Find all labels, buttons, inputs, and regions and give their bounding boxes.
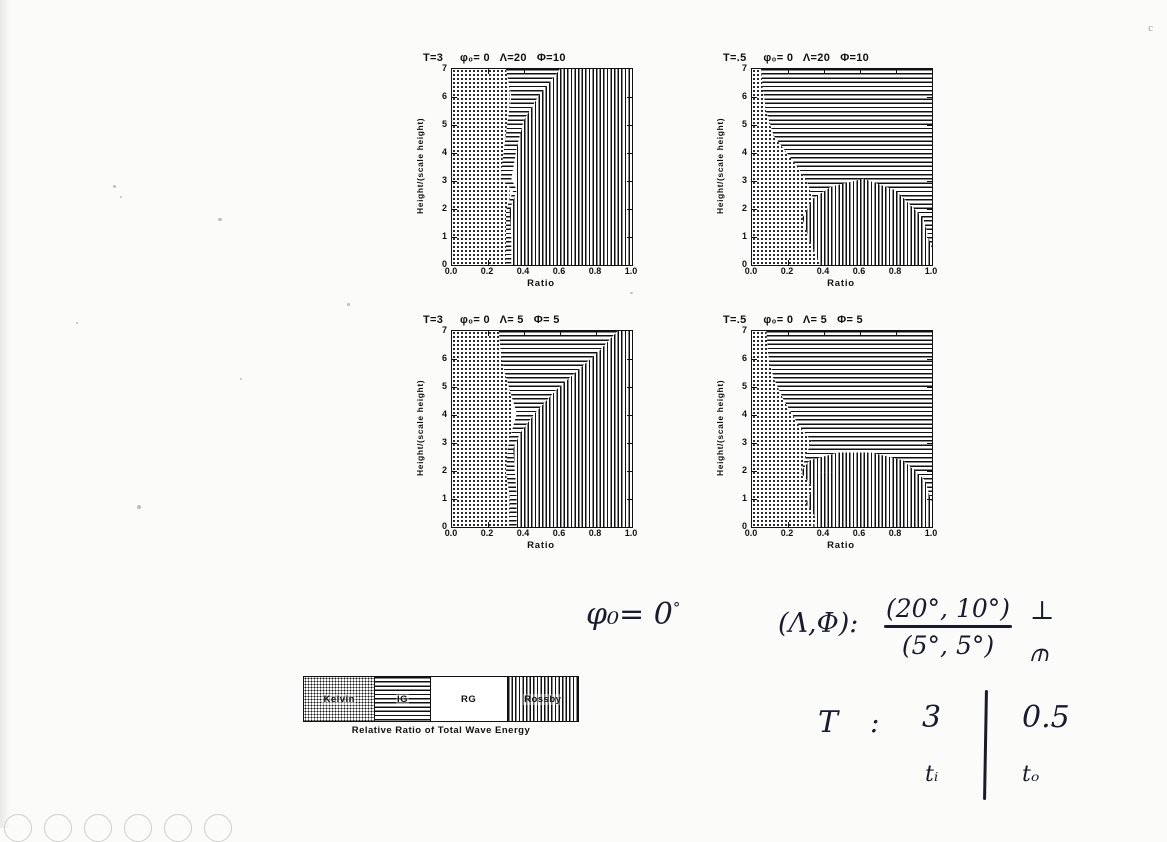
panel-title-phi: Φ=10 [840,52,870,64]
legend-caption: Relative Ratio of Total Wave Energy [351,725,531,736]
handwritten-t-right-subscript: tₒ [1022,762,1040,787]
panel-title-phi0: φ₀= 0 [459,314,490,326]
plot-area [451,330,633,528]
panel-title-lambda: Λ=20 [802,52,831,64]
series-kelvin-area [452,69,510,265]
figure-legend [303,676,579,736]
handwritten-degree-symbol: ° [672,599,681,617]
scan-speck [76,322,78,324]
x-axis-label: Ratio [527,278,555,289]
plot-area [751,68,933,266]
handwritten-T-left-value: 3 [922,700,942,735]
legend-label-rg: RG [460,693,477,705]
corner-mark: c [1148,22,1153,34]
y-axis-label: Height/(scale height) [715,117,725,215]
plot-area [451,68,633,266]
x-axis-ticks: 0.0 0.2 0.4 0.6 0.8 1.0 [744,528,938,538]
legend-segment-kelvin [304,677,375,721]
figure-panel-grid [415,52,1075,562]
handwritten-right-bottom-symbol: ⫙ [1030,638,1049,668]
legend-label-kelvin: Kelvin [323,693,355,705]
scan-speck [240,378,242,380]
handwritten-phi0-value: 0 [653,597,673,632]
x-axis-ticks: 0.0 0.2 0.4 0.6 0.8 1.0 [444,528,638,538]
legend-label-ig: IG [397,693,409,705]
panel-title-T: T=3 [423,52,444,64]
panel-title-T: T=.5 [723,314,747,326]
y-axis-ticks: 0 1 2 3 4 5 6 7 [741,325,747,531]
panel-title-T: T=3 [423,314,444,326]
handwritten-divider-stroke [983,690,988,800]
panel-title-phi0: φ₀= 0 [763,52,794,64]
handwritten-T-right-value: 0.5 [1022,700,1070,735]
x-axis-ticks: 0.0 0.2 0.4 0.6 0.8 1.0 [744,266,938,276]
handwritten-t-left-subscript: tᵢ [925,762,939,787]
page-edge [0,0,10,828]
y-axis-label: Height/(scale height) [715,379,725,477]
handwritten-fraction [878,594,1018,660]
panel-title-lambda: Λ=20 [499,52,527,64]
panel-title-phi: Φ=10 [536,52,566,64]
scan-speck [120,196,122,198]
handwritten-fraction-numerator: (20°, 10°) [885,594,1011,623]
y-axis-label: Height/(scale height) [415,379,425,477]
scan-speck [347,303,350,306]
y-axis-ticks: 0 1 2 3 4 5 6 7 [741,63,747,269]
legend-label-rossby: Rossby [524,693,562,705]
handwritten-fraction-rule [884,625,1012,628]
x-axis-label: Ratio [827,278,855,289]
panel-title-lambda: Λ= 5 [499,314,524,326]
panel-title-phi: Φ= 5 [837,314,863,326]
legend-segment-rossby [508,677,578,721]
handwritten-fraction-denominator: (5°, 5°) [901,630,995,660]
legend-segment-ig [375,677,430,721]
handwritten-T-label: T [818,705,839,740]
x-axis-label: Ratio [827,540,855,551]
scan-speck [113,185,116,188]
x-axis-ticks: 0.0 0.2 0.4 0.6 0.8 1.0 [444,266,638,276]
panel-title-T: T=.5 [723,52,747,64]
panel-title-phi: Φ= 5 [533,314,560,326]
x-axis-label: Ratio [527,540,555,551]
panel-title-phi0: φ₀= 0 [763,314,794,326]
handwritten-phi0-annotation [586,597,680,632]
handwritten-lambda-phi-label: (Λ,Φ): [778,608,859,639]
y-axis-ticks: 0 1 2 3 4 5 6 7 [441,325,447,531]
plot-area [751,330,933,528]
legend-segment-rg [431,677,508,721]
legend-bar [303,676,579,722]
y-axis-label: Height/(scale height) [415,117,425,215]
punch-holes [0,798,260,828]
y-axis-ticks: 0 1 2 3 4 5 6 7 [441,63,447,269]
scan-speck [218,218,222,221]
handwritten-right-top-symbol: ⊥ [1030,596,1055,626]
handwritten-T-colon: : [870,706,880,739]
panel-title-lambda: Λ= 5 [802,314,828,326]
panel-title-phi0: φ₀= 0 [459,52,490,64]
scan-speck [137,505,141,509]
handwritten-phi0-label: φ₀= [586,597,645,632]
